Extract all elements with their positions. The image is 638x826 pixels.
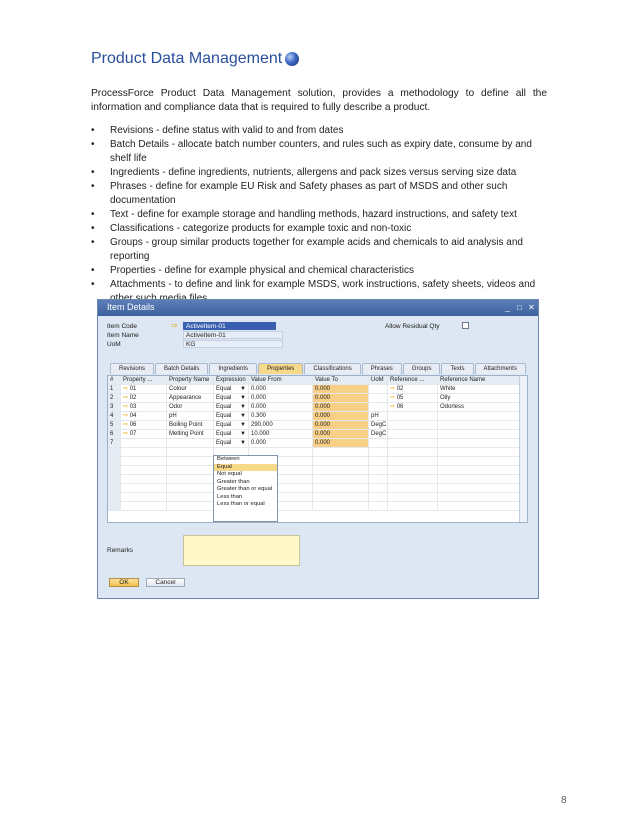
item-code-field[interactable]: ActiveItem-01 <box>183 322 276 330</box>
link-arrow-icon[interactable]: ⇨ <box>390 404 397 410</box>
reference-name-cell[interactable] <box>438 439 520 448</box>
column-header[interactable]: Value To <box>313 376 369 385</box>
item-name-label: Item Name <box>107 332 139 339</box>
property-name-cell[interactable] <box>167 394 214 403</box>
tab-revisions[interactable]: Revisions <box>110 363 154 374</box>
dropdown-arrow-icon[interactable]: ▼ <box>240 431 246 437</box>
column-header[interactable]: Property ... <box>121 376 167 385</box>
row-number-cell-text: 3 <box>110 404 114 410</box>
value-from-cell[interactable] <box>249 430 313 439</box>
property-code-cell[interactable] <box>121 421 167 430</box>
table-row[interactable] <box>108 502 520 511</box>
uom-cell[interactable] <box>369 385 388 394</box>
reference-code-cell[interactable] <box>388 403 438 412</box>
list-item: • Batch Details - allocate batch number counters, and rules such as expiry date, consume by and shelf life <box>91 138 549 166</box>
remarks-textarea[interactable] <box>183 535 300 566</box>
tab-batch-details[interactable]: Batch Details <box>155 363 208 374</box>
uom-cell[interactable] <box>369 466 388 475</box>
expression-cell-text: Equal <box>216 404 232 410</box>
value-to-cell[interactable] <box>313 412 369 421</box>
reference-code-cell[interactable] <box>388 394 438 403</box>
value-to-cell[interactable] <box>313 385 369 394</box>
feature-list <box>91 124 549 306</box>
property-code-cell-text: 02 <box>129 395 137 401</box>
link-arrow-icon[interactable]: ⇨ <box>123 413 130 419</box>
table-row[interactable] <box>108 412 520 421</box>
reference-code-cell[interactable] <box>388 385 438 394</box>
reference-name-cell[interactable] <box>438 475 520 484</box>
property-code-cell-text: 03 <box>129 404 137 410</box>
link-arrow-icon[interactable]: ⇨ <box>123 395 130 401</box>
expression-cell-text: Equal <box>216 422 232 428</box>
property-name-cell[interactable] <box>167 448 214 457</box>
uom-cell[interactable] <box>369 403 388 412</box>
uom-cell[interactable] <box>369 421 388 430</box>
table-row[interactable] <box>108 484 520 493</box>
value-from-cell-text: 0.000 <box>251 404 267 410</box>
property-name-cell-text: Odor <box>169 404 183 410</box>
reference-code-cell[interactable] <box>388 457 438 466</box>
value-to-cell[interactable] <box>313 457 369 466</box>
uom-cell-text: DegC <box>371 422 387 428</box>
value-from-cell[interactable] <box>249 421 313 430</box>
property-name-cell[interactable] <box>167 475 214 484</box>
reference-name-cell-text: White <box>440 386 456 392</box>
list-item: • Ingredients - define ingredients, nutrients, allergens and pack sizes versus serving size data <box>91 166 549 180</box>
row-number-cell[interactable] <box>108 385 121 394</box>
property-code-cell[interactable] <box>121 502 167 511</box>
reference-code-cell[interactable] <box>388 502 438 511</box>
row-number-cell[interactable] <box>108 457 121 466</box>
property-name-cell-text: Melting Point <box>169 431 204 437</box>
dropdown-arrow-icon[interactable]: ▼ <box>240 404 246 410</box>
cancel-button[interactable]: Cancel <box>146 578 185 587</box>
reference-name-cell[interactable] <box>438 466 520 475</box>
expression-cell-text: Equal <box>216 413 232 419</box>
reference-name-cell[interactable] <box>438 430 520 439</box>
row-number-cell[interactable] <box>108 502 121 511</box>
property-code-cell-text: 01 <box>129 386 137 392</box>
uom-cell[interactable] <box>369 412 388 421</box>
dropdown-option[interactable]: Less than <box>217 493 243 500</box>
property-code-cell[interactable] <box>121 403 167 412</box>
window-titlebar[interactable] <box>98 300 538 316</box>
property-name-cell[interactable] <box>167 457 214 466</box>
value-from-cell[interactable] <box>249 403 313 412</box>
reference-code-cell[interactable] <box>388 412 438 421</box>
dropdown-arrow-icon[interactable]: ▼ <box>240 413 246 419</box>
value-from-cell[interactable] <box>249 394 313 403</box>
row-number-cell-text: 6 <box>110 431 114 437</box>
property-name-cell[interactable] <box>167 430 214 439</box>
expression-cell-text: Equal <box>216 395 232 401</box>
column-header[interactable]: UoM <box>369 376 388 385</box>
reference-name-cell[interactable] <box>438 385 520 394</box>
property-code-cell[interactable] <box>121 484 167 493</box>
property-code-cell[interactable] <box>121 385 167 394</box>
expression-cell[interactable] <box>214 394 249 403</box>
expression-dropdown-list <box>213 455 278 522</box>
uom-cell[interactable] <box>369 457 388 466</box>
value-from-cell-text: 0.000 <box>251 386 267 392</box>
uom-cell[interactable] <box>369 475 388 484</box>
dropdown-option[interactable]: Between <box>217 456 240 462</box>
list-item: • Text - define for example storage and handling methods, hazard instructions, and safety text <box>91 208 549 222</box>
link-arrow-icon[interactable]: ⇨ <box>123 422 130 428</box>
property-name-cell[interactable] <box>167 421 214 430</box>
dropdown-option[interactable]: Greater than or equal <box>217 486 273 492</box>
reference-name-cell-text: Odorless <box>440 404 465 410</box>
globe-icon <box>285 52 299 66</box>
expression-cell[interactable] <box>214 385 249 394</box>
property-name-cell[interactable] <box>167 493 214 502</box>
uom-cell[interactable] <box>369 502 388 511</box>
reference-code-cell[interactable] <box>388 475 438 484</box>
list-item: • Attachments - to define and link for example MSDS, work instructions, safety sheets, videos and <box>91 278 549 306</box>
column-header[interactable]: Reference ... <box>388 376 438 385</box>
row-number-cell[interactable] <box>108 421 121 430</box>
row-number-cell-text: 5 <box>110 422 114 428</box>
row-number-cell[interactable] <box>108 475 121 484</box>
reference-code-cell-text: 02 <box>396 386 404 392</box>
value-from-cell[interactable] <box>249 439 313 448</box>
property-code-cell[interactable] <box>121 412 167 421</box>
expression-cell-text: Equal <box>216 386 232 392</box>
value-from-cell-text: 0.000 <box>251 395 267 401</box>
row-number-cell[interactable] <box>108 484 121 493</box>
value-from-cell[interactable] <box>249 412 313 421</box>
uom-cell[interactable] <box>369 394 388 403</box>
row-number-cell-text: 2 <box>110 395 114 401</box>
link-arrow-icon[interactable]: ⇨ <box>123 404 130 410</box>
expression-cell-text: Equal <box>216 431 232 437</box>
row-number-cell[interactable] <box>108 412 121 421</box>
tab-phrases[interactable]: Phrases <box>362 363 402 374</box>
link-arrow-icon[interactable]: ⇨ <box>390 386 397 392</box>
value-to-cell[interactable] <box>313 448 369 457</box>
value-to-cell[interactable] <box>313 430 369 439</box>
page-title: Product Data Management <box>91 50 299 68</box>
reference-code-cell[interactable] <box>388 466 438 475</box>
reference-name-cell[interactable] <box>438 484 520 493</box>
row-number-cell-text: 7 <box>110 440 114 446</box>
uom-cell[interactable] <box>369 448 388 457</box>
row-number-cell[interactable] <box>108 394 121 403</box>
window-title: Item Details <box>107 302 155 312</box>
uom-cell-text: pH <box>371 413 379 419</box>
dropdown-option[interactable]: Greater than <box>217 478 250 485</box>
property-name-cell[interactable] <box>167 502 214 511</box>
value-from-cell-text: 290.000 <box>251 422 273 428</box>
table-row[interactable] <box>108 439 520 448</box>
list-item: • Phrases - define for example EU Risk and Safety phases as part of MSDS and other such documentation <box>91 180 549 208</box>
ok-button[interactable]: OK <box>109 578 139 587</box>
property-code-cell[interactable] <box>121 430 167 439</box>
expression-cell[interactable] <box>214 421 249 430</box>
uom-cell[interactable] <box>369 430 388 439</box>
row-number-cell[interactable] <box>108 430 121 439</box>
expression-cell-text: Equal <box>216 440 232 446</box>
minimize-icon[interactable]: _ <box>505 303 510 312</box>
reference-code-cell-text: 05 <box>396 395 404 401</box>
reference-name-cell[interactable] <box>438 403 520 412</box>
list-item: • Revisions - define status with valid to and from dates <box>91 124 549 138</box>
column-header[interactable]: Expression <box>214 376 249 385</box>
property-code-cell[interactable] <box>121 457 167 466</box>
column-header[interactable]: # <box>108 376 121 385</box>
value-from-cell-text: 0.000 <box>251 440 267 446</box>
table-row[interactable] <box>108 394 520 403</box>
table-row[interactable] <box>108 421 520 430</box>
table-row[interactable] <box>108 385 520 394</box>
table-row[interactable] <box>108 403 520 412</box>
value-to-cell[interactable] <box>313 403 369 412</box>
reference-name-cell[interactable] <box>438 421 520 430</box>
link-arrow-icon[interactable]: ⇨ <box>171 321 178 330</box>
uom-field[interactable]: KG <box>183 340 283 348</box>
property-code-cell[interactable] <box>121 466 167 475</box>
property-name-cell-text: Appearance <box>169 395 202 401</box>
property-code-cell-text: 06 <box>129 422 137 428</box>
table-row[interactable] <box>108 493 520 502</box>
property-name-cell-text: Boiling Point <box>169 422 203 428</box>
reference-name-cell[interactable] <box>438 412 520 421</box>
reference-name-cell[interactable] <box>438 457 520 466</box>
reference-code-cell[interactable] <box>388 493 438 502</box>
table-row[interactable] <box>108 466 520 475</box>
value-to-cell[interactable] <box>313 484 369 493</box>
allow-residual-checkbox[interactable] <box>462 322 469 329</box>
link-arrow-icon[interactable]: ⇨ <box>390 395 397 401</box>
value-from-cell-text: 0.300 <box>251 413 267 419</box>
property-name-cell[interactable] <box>167 484 214 493</box>
value-to-cell-text: 0.000 <box>315 431 331 437</box>
link-arrow-icon[interactable]: ⇨ <box>123 431 130 437</box>
link-arrow-icon[interactable]: ⇨ <box>123 386 130 392</box>
uom-cell[interactable] <box>369 484 388 493</box>
tab-classifications[interactable]: Classifications <box>304 363 360 374</box>
property-name-cell[interactable] <box>167 385 214 394</box>
property-code-cell[interactable] <box>121 394 167 403</box>
value-to-cell[interactable] <box>313 421 369 430</box>
row-number-cell-text: 4 <box>110 413 114 419</box>
remarks-label: Remarks <box>107 547 134 554</box>
value-to-cell[interactable] <box>313 502 369 511</box>
row-number-cell-text: 1 <box>110 386 114 392</box>
list-item: • Classifications - categorize products for example toxic and non-toxic <box>91 222 549 236</box>
uom-cell-text: DegC <box>371 431 387 437</box>
dropdown-option-selected[interactable]: Equal <box>214 464 277 472</box>
dropdown-arrow-icon[interactable]: ▼ <box>240 386 246 392</box>
table-header <box>108 376 520 385</box>
dropdown-option[interactable]: Not equal <box>217 471 242 477</box>
reference-code-cell[interactable] <box>388 448 438 457</box>
row-number-cell[interactable] <box>108 448 121 457</box>
row-number-cell[interactable] <box>108 439 121 448</box>
value-from-cell-text: 10.000 <box>251 431 270 437</box>
value-to-cell-text: 0.000 <box>315 422 331 428</box>
expression-cell[interactable] <box>214 403 249 412</box>
reference-code-cell-text: 06 <box>396 404 404 410</box>
property-code-cell[interactable] <box>121 475 167 484</box>
table-row[interactable] <box>108 475 520 484</box>
value-to-cell[interactable] <box>313 394 369 403</box>
row-number-cell[interactable] <box>108 403 121 412</box>
value-from-cell[interactable] <box>249 385 313 394</box>
list-item: • Groups - group similar products together for example acids and chemicals to aid analysis and reporting <box>91 236 549 264</box>
tab-ingredients[interactable]: Ingredients <box>209 363 257 374</box>
dropdown-option[interactable]: Less than or equal <box>217 501 265 507</box>
reference-code-cell[interactable] <box>388 439 438 448</box>
value-to-cell-text: 0.000 <box>315 395 331 401</box>
tab-attachments[interactable]: Attachments <box>475 363 526 374</box>
property-name-cell[interactable] <box>167 403 214 412</box>
tab-texts[interactable]: Texts <box>441 363 473 374</box>
page-number: 8 <box>561 795 567 806</box>
reference-code-cell[interactable] <box>388 430 438 439</box>
value-to-cell[interactable] <box>313 493 369 502</box>
column-header[interactable]: Reference Name <box>438 376 520 385</box>
table-row[interactable] <box>108 430 520 439</box>
close-icon[interactable]: ✕ <box>528 303 535 312</box>
value-to-cell[interactable] <box>313 475 369 484</box>
expression-cell[interactable] <box>214 430 249 439</box>
value-to-cell-text: 0.000 <box>315 413 331 419</box>
vertical-scrollbar[interactable] <box>519 376 527 522</box>
property-name-cell[interactable] <box>167 466 214 475</box>
expression-cell[interactable] <box>214 439 249 448</box>
tab-bar <box>110 363 527 374</box>
maximize-icon[interactable]: □ <box>517 303 522 312</box>
expression-cell[interactable] <box>214 412 249 421</box>
table-row[interactable] <box>108 448 520 457</box>
column-header[interactable]: Property Name <box>167 376 214 385</box>
reference-code-cell[interactable] <box>388 484 438 493</box>
dropdown-arrow-icon[interactable]: ▼ <box>240 395 246 401</box>
item-code-label: Item Code <box>107 323 137 330</box>
property-name-cell[interactable] <box>167 439 214 448</box>
property-code-cell-text: 04 <box>129 413 137 419</box>
reference-name-cell[interactable] <box>438 493 520 502</box>
property-name-cell[interactable] <box>167 412 214 421</box>
value-to-cell-text: 0.000 <box>315 386 331 392</box>
reference-name-cell[interactable] <box>438 448 520 457</box>
reference-name-cell-text: Oily <box>440 395 451 401</box>
value-to-cell-text: 0.000 <box>315 404 331 410</box>
reference-name-cell[interactable] <box>438 394 520 403</box>
row-number-cell[interactable] <box>108 493 121 502</box>
allow-residual-label: Allow Residual Qty <box>385 323 440 330</box>
property-code-cell[interactable] <box>121 493 167 502</box>
property-name-cell-text: Colour <box>169 386 187 392</box>
property-code-cell[interactable] <box>121 439 167 448</box>
column-header[interactable]: Value From <box>249 376 313 385</box>
reference-name-cell[interactable] <box>438 502 520 511</box>
value-to-cell[interactable] <box>313 439 369 448</box>
uom-cell[interactable] <box>369 439 388 448</box>
value-to-cell-text: 0.000 <box>315 440 331 446</box>
tab-properties[interactable]: Properties <box>258 363 303 374</box>
property-name-cell-text: pH <box>169 413 177 419</box>
list-item: • Properties - define for example physical and chemical characteristics <box>91 264 549 278</box>
intro-paragraph: ProcessForce Product Data Management solution, provides a methodology to define all the information and compliance data that is required to fully describe a product. <box>91 88 547 113</box>
tab-groups[interactable]: Groups <box>403 363 441 374</box>
row-number-cell[interactable] <box>108 466 121 475</box>
item-name-field[interactable]: ActiveItem-01 <box>183 331 283 339</box>
uom-label: UoM <box>107 341 121 348</box>
properties-table <box>107 375 528 523</box>
property-code-cell-text: 07 <box>129 431 137 437</box>
property-code-cell[interactable] <box>121 448 167 457</box>
table-row[interactable] <box>108 457 520 466</box>
uom-cell[interactable] <box>369 493 388 502</box>
reference-code-cell[interactable] <box>388 421 438 430</box>
dropdown-arrow-icon[interactable]: ▼ <box>240 422 246 428</box>
value-to-cell[interactable] <box>313 466 369 475</box>
dropdown-arrow-icon[interactable]: ▼ <box>240 440 246 446</box>
